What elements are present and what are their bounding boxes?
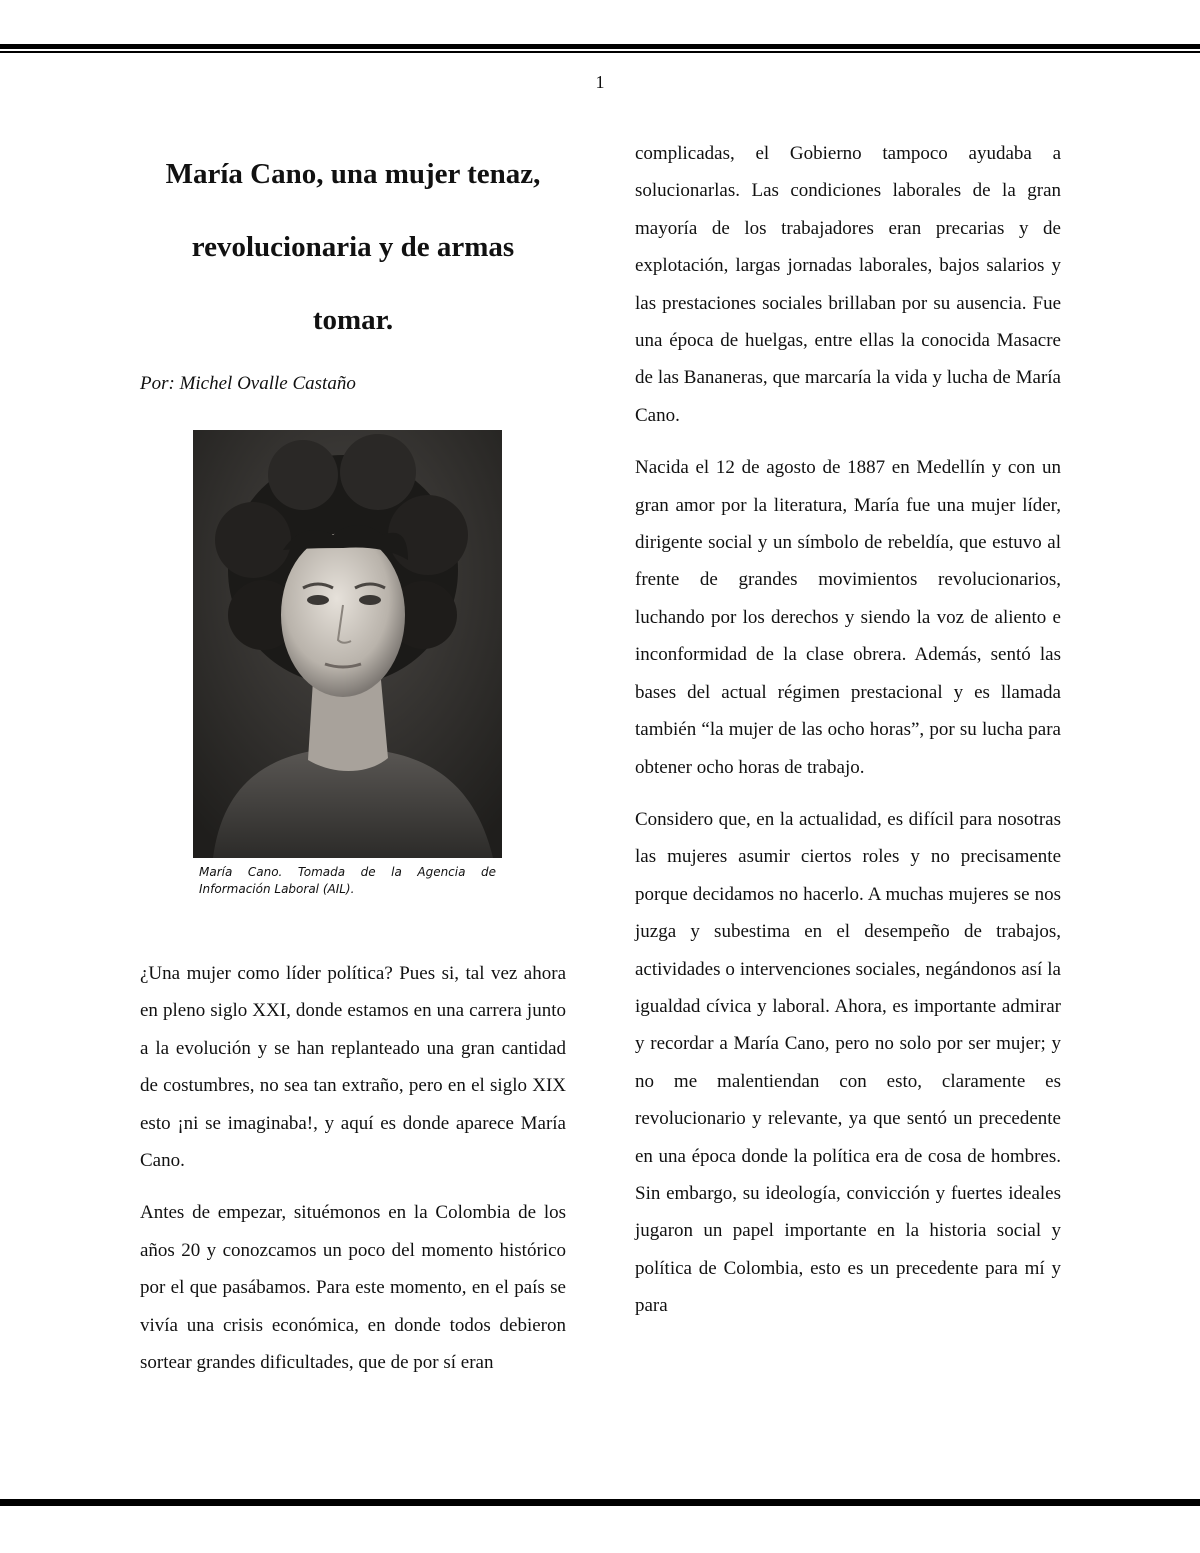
- article-title: [140, 138, 566, 357]
- paragraph-2: Antes de empezar, situémonos en la Colombia de los años 20 y conozcamos un poco del momento histórico por el que pasábamos. Para este momento, en el país se vivía una crisis económica, en donde todos debieron sortear grandes dificultades, que de por sí eran: [140, 1202, 566, 1374]
- paragraph-1: ¿Una mujer como líder política? Pues si, tal vez ahora en pleno siglo XXI, donde estamos en una carrera junto a la evolución y se han replanteado una gran cantidad de costumbres, no sea tan extraño, pero en el siglo XIX esto ¡ni se imaginaba!, y aquí es donde aparece María Cano.: [140, 963, 566, 1172]
- figure-caption: María Cano. Tomada de la Agencia de Información Laboral (AIL).: [199, 865, 496, 896]
- bottom-border-rule: [0, 1497, 1200, 1506]
- paragraph-4: Nacida el 12 de agosto de 1887 en Medellín y con un gran amor por la literatura, María fue una mujer líder, dirigente social y un símbolo de rebeldía, que estuvo al frente de grandes movimientos revolucionarios, luchando por los derechos y siendo la voz de aliento e inconformidad de la clase obrera. Además, sentó las bases del actual régimen prestacional y es llamada también “la mujer de las ocho horas”, por su lucha para obtener ocho horas de trabajo.: [635, 457, 1061, 778]
- portrait-figure: [193, 430, 502, 898]
- top-border-rule: [0, 44, 1200, 53]
- paragraph-5: Considero que, en la actualidad, es difícil para nosotras las mujeres asumir ciertos roles y no precisamente porque decidamos no hacerlo. A muchas mujeres se nos juzga y subestima en el desempeño de trabajos, actividades o intervenciones sociales, negándonos así la igualdad cívica y laboral. Ahora, es importante admirar y recordar a María Cano, pero no solo por ser mujer; y no me malentiendan con esto, claramente es revolucionario y relevante, ya que sentó un precedente en una época donde la política era de cosa de hombres. Sin embargo, su ideología, convicción y fuertes ideales jugaron un papel importante en la historia social y política de Colombia, esto es un precedente para mí y para: [635, 808, 1061, 1317]
- right-column: [635, 135, 1061, 1340]
- title-line-1: María Cano, una mujer tenaz,: [165, 158, 541, 190]
- byline: Por: Michel Ovalle Castaño: [140, 373, 356, 394]
- title-line-2: revolucionaria y de armas: [191, 231, 515, 263]
- paragraph-3: complicadas, el Gobierno tampoco ayudaba a solucionarlas. Las condiciones laborales de la gran mayoría de los trabajadores eran precarias y de explotación, largas jornadas laborales, bajos salarios y las prestaciones sociales brillaban por su ausencia. Fue una época de huelgas, entre ellas la conocida Masacre de las Bananeras, que marcaría la vida y lucha de María Cano.: [635, 143, 1061, 426]
- title-line-3: tomar.: [312, 304, 394, 336]
- page-number: 1: [595, 72, 605, 92]
- left-column: [140, 138, 566, 1396]
- portrait-photo: [193, 430, 502, 858]
